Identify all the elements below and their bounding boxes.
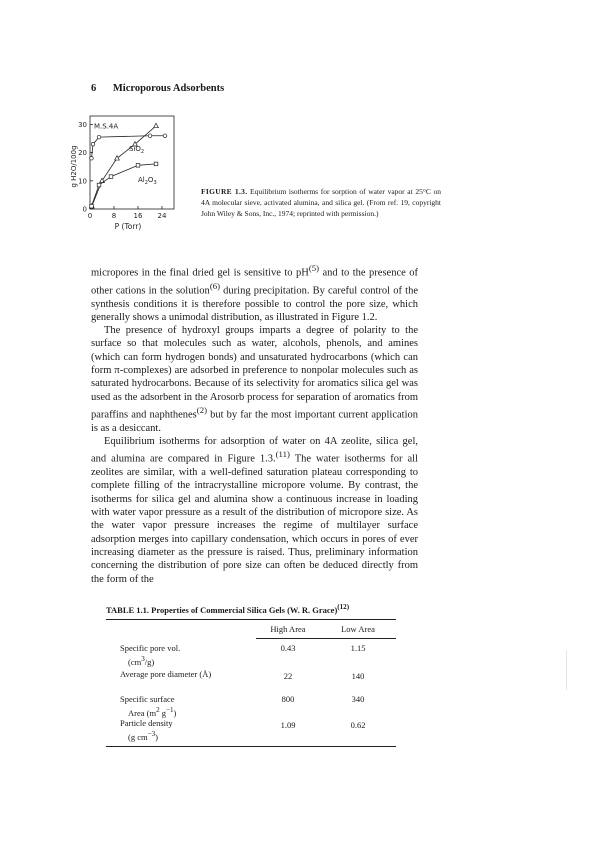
- label-ms4a: M.S.4A: [94, 122, 119, 131]
- y-tick-label-0: 0: [82, 205, 87, 214]
- row-label-pore-diameter: Average pore diameter (Å): [120, 669, 212, 679]
- x-tick-label-2: 16: [133, 212, 143, 220]
- series-0-point-1: [91, 142, 95, 146]
- scan-edge-mark: [566, 650, 567, 690]
- y-tick-label-3: 30: [78, 120, 87, 129]
- figure-caption-label: FIGURE 1.3.: [201, 187, 248, 196]
- series-2-point-3: [136, 164, 140, 168]
- series-1-point-2: [115, 156, 120, 160]
- p1-text-b: and to the presence of other cations in the solution: [91, 267, 418, 297]
- p1-text-c: during precipitation. By careful control of the synthesis conditions it is therefore possible to control the pore size, which generally shows a unimodal distribution, as illustrated in Figure 1.2.: [91, 285, 418, 323]
- body-text: [91, 262, 418, 586]
- table-title-ref: (12): [337, 603, 350, 611]
- p3-text-a: Equilibrium isotherms for adsorption of water on 4A zeolite, silica gel, and alumina are compared in Figure 1.3.: [91, 436, 418, 465]
- series-0-point-3: [148, 134, 152, 138]
- running-title: Microporous Adsorbents: [112, 83, 225, 94]
- isotherm-figure: [70, 108, 180, 232]
- row-unit-surface-area: Area ($m^2$ $g^{-1}$): [128, 706, 177, 718]
- figure-caption-text: Equilibrium isotherms for sorption of water vapor at 25°C on 4A molecular sieve, activated alumina, and silica gel. (From ref. 19, copyright John Wiley & Sons, Inc., 1974; reprinted with permission.): [201, 187, 442, 218]
- row-unit-particle-density: (g $cm^{-3}$): [128, 730, 158, 742]
- p1-ref-6: (6): [209, 280, 221, 291]
- cell-particle-density-high: 1.09: [280, 720, 296, 730]
- page-number: 6: [91, 83, 97, 94]
- series-0-point-2: [97, 135, 101, 139]
- x-tick-label-0: 0: [87, 212, 93, 220]
- p2-text-b: but by far the most important current application is as a desiccant.: [91, 409, 418, 434]
- p3-ref-11: (11): [275, 449, 290, 460]
- series-0-point-0: [90, 156, 94, 160]
- row-label-surface-area: Specific surface: [120, 694, 175, 704]
- cell-pore-vol-high: 0.43: [280, 643, 296, 653]
- cell-pore-vol-low: 1.15: [350, 643, 366, 653]
- x-tick-label-3: 24: [157, 212, 167, 220]
- column-header-high-area: High Area: [270, 624, 306, 634]
- p2-text-a: The presence of hydroxyl groups imparts a degree of polarity to the surface so that molecules such as water, alcohols, phenols, and amines (which can form hydrogen bonds) and unsaturated hydrocarbons (which can form π-complexes) are adsorbed in preference to nonpolar molecules such as saturated hydrocarbons. Because of its selectivity for aromatics silica gel was used as the adsorbent in the Arosorb process for separation of aromatics from paraffins and naphthenes: [91, 325, 418, 421]
- row-unit-pore-vol: $(cm^3/g)$: [128, 655, 155, 667]
- cell-surface-area-low: 340: [351, 694, 365, 704]
- table-top-rule: [106, 619, 396, 620]
- series-2-point-2: [109, 175, 113, 179]
- x-tick-label-1: 8: [111, 212, 117, 220]
- cell-pore-diameter-high: 22: [283, 671, 293, 681]
- row-label-particle-density: Particle density: [120, 718, 173, 728]
- y-axis-label: g H2O/100g: [70, 145, 78, 188]
- paragraph-3: [91, 435, 418, 586]
- table-title: [106, 603, 349, 615]
- series-0-point-4: [163, 134, 167, 138]
- cell-surface-area-high: 800: [281, 694, 295, 704]
- table-title-text: TABLE 1.1. Properties of Commercial Silica Gels (W. R. Grace): [106, 604, 338, 615]
- label-sio2: SiO$_2$: [129, 145, 145, 156]
- cell-pore-diameter-low: 140: [351, 671, 365, 681]
- p1-text-a: micropores in the final dried gel is sensitive to pH: [91, 267, 309, 279]
- series-2-point-4: [154, 162, 158, 166]
- header-rule: [256, 638, 396, 639]
- y-tick-label-1: 10: [78, 177, 87, 186]
- series-1-point-4: [154, 123, 159, 127]
- series-2-point-1: [97, 183, 101, 187]
- row-label-pore-vol: Specific pore vol.: [120, 643, 181, 653]
- table-bottom-rule: [106, 746, 396, 747]
- label-al2o3: $Al_2O_3$: [138, 176, 157, 187]
- p1-ref-5: (5): [308, 263, 320, 273]
- series-2-point-0: [90, 204, 94, 208]
- cell-particle-density-low: 0.62: [350, 720, 366, 730]
- column-header-low-area: Low Area: [341, 624, 375, 634]
- figure-caption: [201, 186, 441, 219]
- running-header: [91, 83, 224, 94]
- series-line-1: [92, 126, 156, 206]
- paragraph-2: [91, 324, 418, 435]
- p3-text-b: The water isotherms for all zeolites are similar, with a well-defined saturation plateau corresponding to complete filling of the intracrystalline micropore volume. By contrast, the isotherms for silica gel and alumina show a continuous increase in loading with water vapor pressure as a result of the distribution of micropore size. As the water vapor pressure increases the regime of multilayer surface adsorption merges into capillary condensation, which occurs in pores of ever increasing diameter as the pressure is raised. Thus, preliminary information concerning the distribution of pore size can often be deduced directly from the form of the: [91, 453, 418, 585]
- y-tick-label-2: 20: [78, 149, 87, 158]
- paragraph-1: [91, 262, 418, 324]
- x-axis-label: P (Torr): [114, 222, 142, 231]
- p2-ref-2: (2): [196, 404, 207, 415]
